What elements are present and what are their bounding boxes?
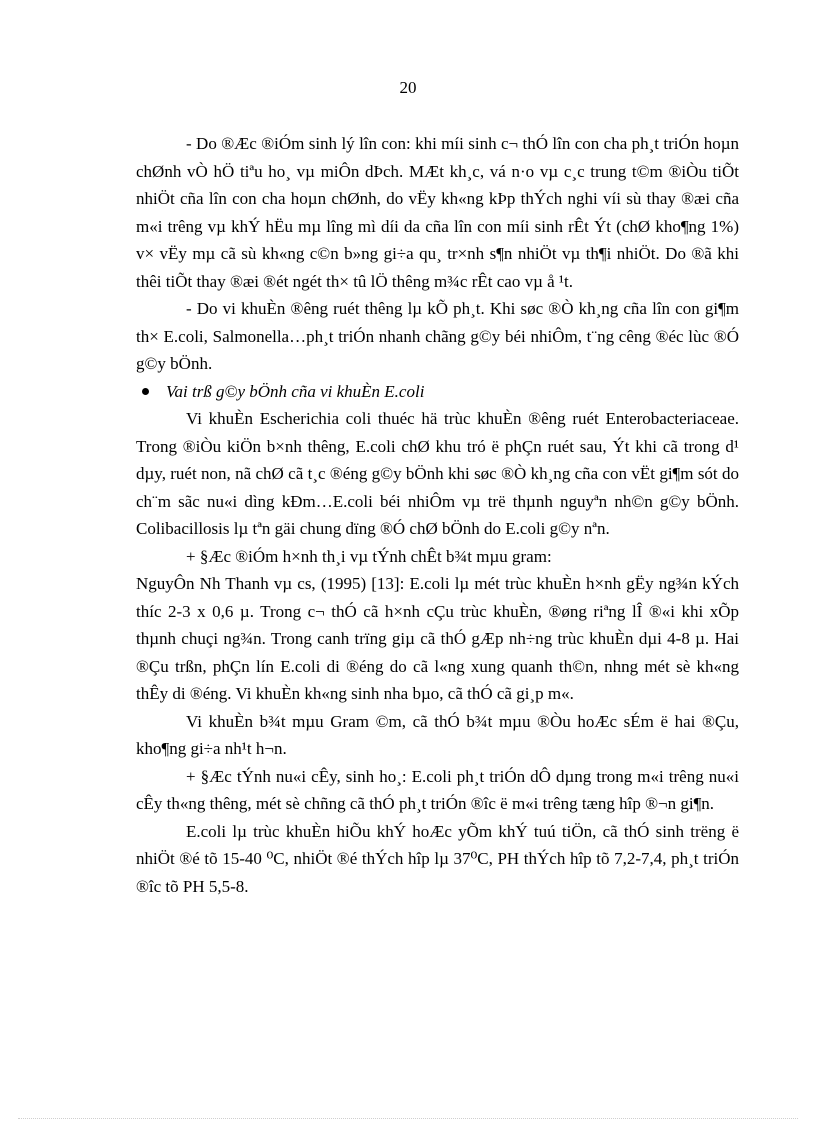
paragraph: - Do vi khuÈn ®êng ruét thêng lµ kÕ ph¸t. Khi søc ®Ò kh¸ng cña lîn con gi¶m th× E.coli, Salmonella…ph¸t triÓn nhanh chãng g©y béi nhiÔm, t¨ng cêng ®éc lùc ®Ó g©y bÖnh. (136, 299, 739, 373)
page-number: 20 (399, 78, 417, 97)
paragraph: Vi khuÈn Escherichia coli thuéc hä trùc khuÈn ®êng ruét Enterobacteriaceae. Trong ®iÒu kiÖn b×nh thêng, E.coli chØ khu tró ë phÇn ruét sau, Ýt khi cã trong d¹ dµy, ruét non, nã chØ cã t¸c ®éng g©y bÖnh khi søc ®Ò kh¸ng cña con vËt gi¶m sót do ch¨m sãc nu«i dìng kÐm…E.coli béi nhiÔm vµ trë thµnh nguyªn nh©n g©y bÖnh. Colibacillosis lµ tªn gäi chung dïng ®Ó chØ bÖnh do E.coli g©y nªn. (136, 409, 739, 538)
paragraph: - Do ®Æc ®iÓm sinh lý lîn con: khi míi sinh c¬ thÓ lîn con cha ph¸t triÓn hoµn chØnh vÒ hÖ tiªu ho¸ vµ miÔn dÞch. MÆt kh¸c, vá n·o vµ c¸c trung t©m ®iÒu tiÕt nhiÖt cña lîn con cha hoµn chØnh, do vËy kh«ng kÞp thÝch nghi víi sù thay ®æi cña m«i trêng vµ khÝ hËu mµ lîng mì díi da cña lîn con míi sinh rÊt Ýt (chØ kho¶ng 1%) v× vËy mµ cã sù kh«ng c©n b»ng gi÷a qu¸ tr×nh s¶n nhiÖt vµ th¶i nhiÖt. Do ®ã khi thêi tiÕt thay ®æi ®ét ngét th× tû lÖ thêng m¾c rÊt cao vµ å ¹t. (136, 134, 739, 291)
bullet-heading-text: Vai trß g©y bÖnh cña vi khuÈn E.coli (166, 381, 425, 401)
paragraph: + §Æc ®iÓm h×nh th¸i vµ tÝnh chÊt b¾t mµu gram: (186, 546, 552, 566)
document-body (136, 130, 739, 900)
paragraph: + §Æc tÝnh nu«i cÊy, sinh ho¸: E.coli ph¸t triÓn dÔ dµng trong m«i trêng nu«i cÊy th«ng thêng, mét sè chñng cã thÓ ph¸t triÓn ®îc ë m«i trêng tæng hîp ®¬n gi¶n. (136, 766, 739, 813)
paragraph: NguyÔn Nh Thanh vµ cs, (1995) [13]: E.coli lµ mét trùc khuÈn h×nh gËy ng¾n kÝch thíc 2-3 x 0,6 µ. Trong c¬ thÓ cã h×nh cÇu trùc khuÈn, ®øng riªng lÎ ®«i khi xÕp thµnh chuçi ng¾n. Trong canh trïng giµ cã thÓ gÆp nh÷ng trùc khuÈn dµi 4-8 µ. Hai ®Çu trßn, phÇn lín E.coli di ®éng do cã l«ng xung quanh th©n, nhng mét sè kh«ng thÊy di ®éng. Vi khuÈn kh«ng sinh nha bµo, cã thÓ cã gi¸p m«. (136, 574, 739, 703)
page-divider (18, 1118, 798, 1119)
bullet-heading (136, 378, 739, 406)
paragraph: Vi khuÈn b¾t mµu Gram ©m, cã thÓ b¾t mµu ®Òu hoÆc sÉm ë hai ®Çu, kho¶ng gi÷a nh¹t h¬n. (136, 711, 739, 758)
bullet-icon (142, 388, 149, 395)
paragraph: E.coli lµ trùc khuÈn hiÕu khÝ hoÆc yÕm khÝ tuú tiÖn, cã thÓ sinh trëng ë nhiÖt ®é tõ 15-40 ⁰C, nhiÖt ®é thÝch hîp lµ 37⁰C, PH thÝch hîp tõ 7,2-7,4, ph¸t triÓn ®îc tõ PH 5,5-8. (136, 821, 739, 896)
